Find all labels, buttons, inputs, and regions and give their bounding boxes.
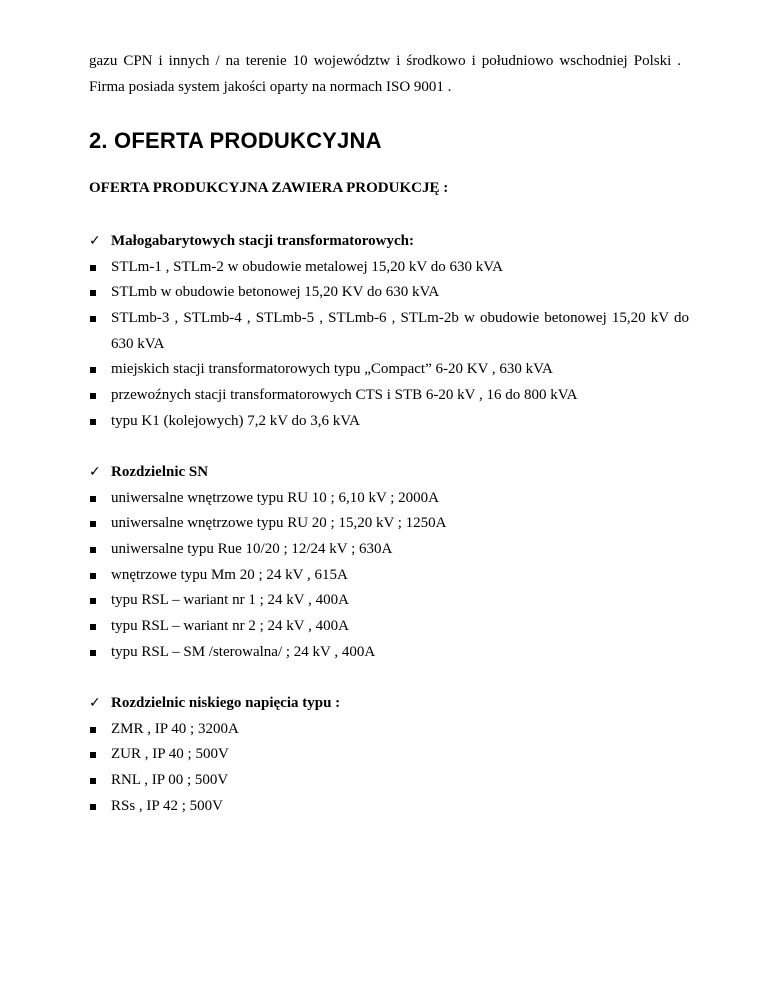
square-bullet-icon: [90, 778, 96, 784]
list-item: przewoźnych stacji transformatorowych CTS i STB 6-20 kV , 16 do 800 kVA: [89, 383, 689, 409]
list-item: STLmb w obudowie betonowej 15,20 KV do 630 kVA: [89, 280, 689, 306]
list-item: typu RSL – wariant nr 1 ; 24 kV , 400A: [89, 588, 689, 614]
section-lv-switchgear: [89, 691, 689, 819]
square-bullet-icon: [90, 573, 96, 579]
section-title: Małogabarytowych stacji transformatorowych:: [111, 233, 414, 249]
list-item: RNL , IP 00 ; 500V: [89, 768, 689, 794]
offer-subheading: OFERTA PRODUKCYJNA ZAWIERA PRODUKCJĘ :: [89, 180, 449, 196]
list-item: typu RSL – wariant nr 2 ; 24 kV , 400A: [89, 614, 689, 640]
list-item: typu K1 (kolejowych) 7,2 kV do 3,6 kVA: [89, 409, 689, 435]
section-title-row: [89, 691, 689, 717]
square-bullet-icon: [90, 521, 96, 527]
list-item-continuation: 630 kVA: [111, 335, 165, 352]
list-item: typu RSL – SM /sterowalna/ ; 24 kV , 400A: [89, 640, 689, 666]
square-bullet-icon: [90, 624, 96, 630]
list-item: STLmb-3 , STLmb-4 , STLmb-5 , STLmb-6 , STLm-2b w obudowie betonowej 15,20 kV do: [89, 306, 689, 332]
section-transformer-stations: [89, 229, 689, 435]
list-item: uniwersalne wnętrzowe typu RU 10 ; 6,10 kV ; 2000A: [89, 486, 689, 512]
checkmark-icon: ✓: [89, 464, 101, 480]
square-bullet-icon: [90, 290, 96, 296]
square-bullet-icon: [90, 393, 96, 399]
square-bullet-icon: [90, 650, 96, 656]
list-item: uniwersalne wnętrzowe typu RU 20 ; 15,20 kV ; 1250A: [89, 511, 689, 537]
square-bullet-icon: [90, 752, 96, 758]
list-item: miejskich stacji transformatorowych typu „Compact” 6-20 KV , 630 kVA: [89, 357, 689, 383]
square-bullet-icon: [90, 367, 96, 373]
section-title-row: [89, 460, 689, 486]
section-mv-switchgear: [89, 460, 689, 666]
section-title-row: [89, 229, 689, 255]
list-item: wnętrzowe typu Mm 20 ; 24 kV , 615A: [89, 563, 689, 589]
list-item: STLm-1 , STLm-2 w obudowie metalowej 15,20 kV do 630 kVA: [89, 255, 689, 281]
square-bullet-icon: [90, 496, 96, 502]
list-item: RSs , IP 42 ; 500V: [89, 794, 689, 820]
square-bullet-icon: [90, 316, 96, 322]
checkmark-icon: ✓: [89, 695, 101, 711]
square-bullet-icon: [90, 419, 96, 425]
square-bullet-icon: [90, 265, 96, 271]
list-item: ZMR , IP 40 ; 3200A: [89, 717, 689, 743]
intro-line-1: gazu CPN i innych / na terenie 10 województw i środkowo i południowo wschodniej Polski .: [89, 53, 681, 69]
checkmark-icon: ✓: [89, 233, 101, 249]
section-title: Rozdzielnic niskiego napięcia typu :: [111, 695, 341, 711]
square-bullet-icon: [90, 804, 96, 810]
intro-paragraph: [89, 48, 681, 100]
square-bullet-icon: [90, 598, 96, 604]
list-item: uniwersalne typu Rue 10/20 ; 12/24 kV ; 630A: [89, 537, 689, 563]
square-bullet-icon: [90, 727, 96, 733]
section-heading: 2. OFERTA PRODUKCYJNA: [89, 128, 382, 153]
section-title: Rozdzielnic SN: [111, 464, 209, 480]
list-item: ZUR , IP 40 ; 500V: [89, 742, 689, 768]
square-bullet-icon: [90, 547, 96, 553]
intro-line-2: Firma posiada system jakości oparty na normach ISO 9001 .: [89, 79, 452, 95]
